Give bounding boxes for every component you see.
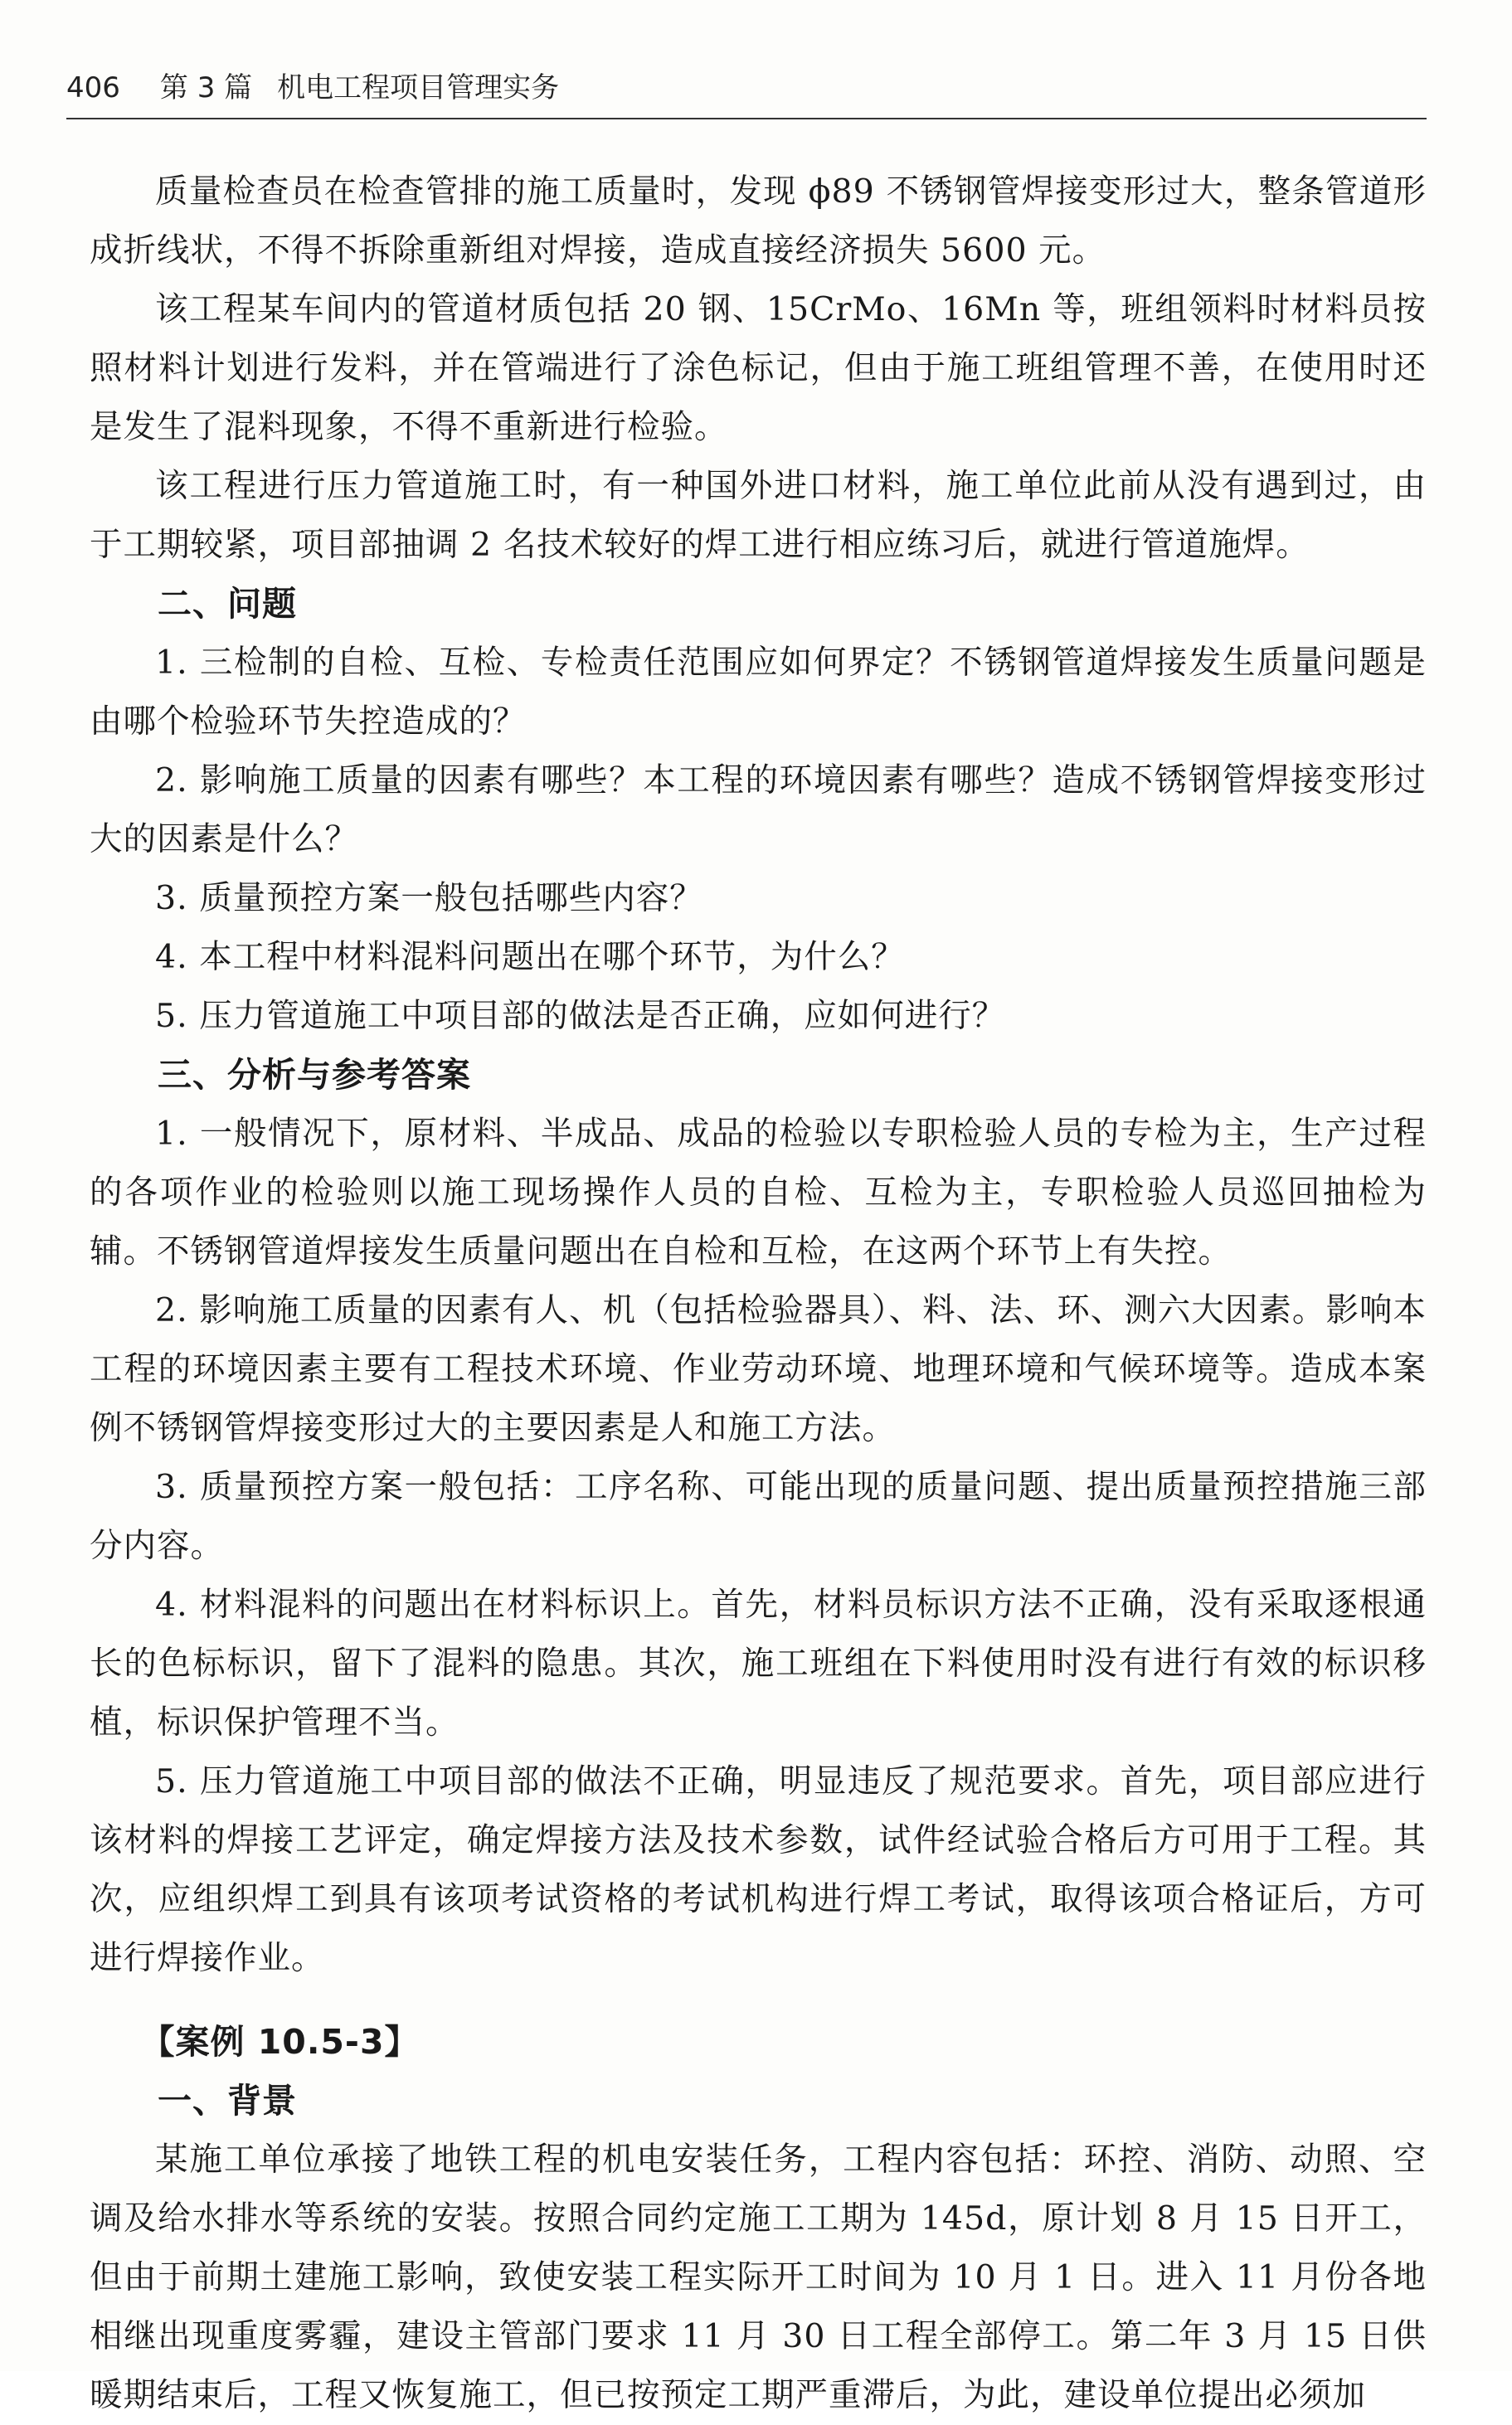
- header-divider: [66, 118, 1427, 119]
- case-title: 【案例 10.5-3】: [140, 2022, 420, 2062]
- question-item: 2. 影响施工质量的因素有哪些？本工程的环境因素有哪些？造成不锈钢管焊接变形过大的因素是什么？: [90, 761, 1427, 858]
- chapter-title: 机电工程项目管理实务: [277, 71, 560, 104]
- background-paragraph: 该工程进行压力管道施工时，有一种国外进口材料，施工单位此前从没有遇到过，由于工期较紧，项目部抽调 2 名技术较好的焊工进行相应练习后，就进行管道施焊。: [90, 467, 1427, 564]
- question-item: 1. 三检制的自检、互检、专检责任范围应如何界定？不锈钢管道焊接发生质量问题是由哪个检验环节失控造成的？: [90, 644, 1427, 741]
- page-body: [90, 163, 1427, 2425]
- page-number: 406: [66, 71, 120, 104]
- answer-item: 3. 质量预控方案一般包括：工序名称、可能出现的质量问题、提出质量预控措施三部分内容。: [90, 1468, 1427, 1565]
- part-label: 第 3 篇: [159, 71, 253, 104]
- question-item: 5. 压力管道施工中项目部的做法是否正确，应如何进行？: [155, 997, 1006, 1035]
- running-header: [66, 65, 1427, 105]
- answer-item: 1. 一般情况下，原材料、半成品、成品的检验以专职检验人员的专检为主，生产过程的各项作业的检验则以施工现场操作人员的自检、互检为主，专职检验人员巡回抽检为辅。不锈钢管道焊接发生质量问题出在自检和互检，在这两个环节上有失控。: [90, 1115, 1427, 1271]
- case-background-text: 某施工单位承接了地铁工程的机电安装任务，工程内容包括：环控、消防、动照、空调及给水排水等系统的安装。按照合同约定施工工期为 145d，原计划 8 月 15 日开工，但由于前期土建施工影响，致使安装工程实际开工时间为 10 月 1 日。进入 11 月份各地相继出现重度雾霾，建设主管部门要求 11 月 30 日工程全部停工。第二年 3 月 15 日供暖期结束后，工程又恢复施工，但已按预定工期严重滞后，为此，建设单位提出必须加: [90, 2141, 1427, 2414]
- question-item: 3. 质量预控方案一般包括哪些内容？: [155, 879, 703, 917]
- answers-heading: 三、分析与参考答案: [158, 1055, 471, 1095]
- background-paragraph: 该工程某车间内的管道材质包括 20 钢、15CrMo、16Mn 等，班组领料时材料员按照材料计划进行发料，并在管端进行了涂色标记，但由于施工班组管理不善，在使用时还是发生了混料现象，不得不重新进行检验。: [90, 290, 1427, 446]
- answer-item: 4. 材料混料的问题出在材料标识上。首先，材料员标识方法不正确，没有采取逐根通长的色标标识，留下了混料的隐患。其次，施工班组在下料使用时没有进行有效的标识移植，标识保护管理不当。: [90, 1586, 1427, 1742]
- questions-heading: 二、问题: [158, 584, 297, 624]
- question-item: 4. 本工程中材料混料问题出在哪个环节，为什么？: [155, 938, 905, 976]
- case-background-heading: 一、背景: [158, 2081, 297, 2121]
- answer-item: 5. 压力管道施工中项目部的做法不正确，明显违反了规范要求。首先，项目部应进行该材料的焊接工艺评定，确定焊接方法及技术参数，试件经试验合格后方可用于工程。其次，应组织焊工到具有该项考试资格的考试机构进行焊工考试，取得该项合格证后，方可进行焊接作业。: [90, 1762, 1427, 1977]
- background-paragraph: 质量检查员在检查管排的施工质量时，发现 ϕ89 不锈钢管焊接变形过大，整条管道形成折线状，不得不拆除重新组对焊接，造成直接经济损失 5600 元。: [90, 173, 1427, 270]
- answer-item: 2. 影响施工质量的因素有人、机（包括检验器具）、料、法、环、测六大因素。影响本工程的环境因素主要有工程技术环境、作业劳动环境、地理环境和气候环境等。造成本案例不锈钢管焊接变形过大的主要因素是人和施工方法。: [90, 1291, 1427, 1447]
